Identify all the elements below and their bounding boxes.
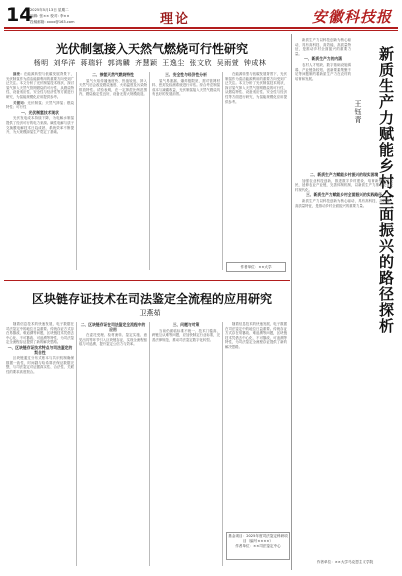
keywords-text: 光伏制氢；天然气掺氢；燃烧特性；可行性 bbox=[6, 100, 74, 110]
abstract-label: 摘要： bbox=[13, 72, 24, 76]
article2-column-1 bbox=[6, 322, 74, 566]
article2-author-unit: 作者单位：××司法鉴定中心 bbox=[235, 544, 281, 548]
article3-section-heading: 一、新质生产力的内涵 bbox=[304, 56, 342, 62]
article2-fund-note: 基金项目：2025年度司法鉴定科研项目（编号××××） bbox=[228, 534, 288, 543]
article3-section-heading: 二、新质生产力赋能乡村振兴的现实困境 bbox=[309, 172, 379, 177]
article1-section-heading: 二、掺氢天然气燃烧特性 bbox=[92, 72, 134, 77]
issue-meta bbox=[30, 7, 100, 25]
article1-column-1 bbox=[6, 72, 74, 270]
article1-title: 光伏制氢接入天然气燃烧可行性研究 bbox=[55, 42, 248, 56]
article2-section-text: 当前仍面临标准不统一、技术门槛高、跨链互认难等问题，应加快制定行业标准，完善法律规范，推动司法鉴定数字化转型。 bbox=[152, 328, 220, 342]
article3-author: 王钰青 bbox=[354, 100, 362, 124]
article2-section-text: 在委托受理、检材流转、鉴定实施、意见出具等环节引入区块链存证，实现全流程留痕与可追溯，提升鉴定公信力与效率。 bbox=[79, 333, 147, 347]
article3-section-heading: 三、新质生产力赋能乡村全面振兴的实践路径 bbox=[306, 192, 382, 198]
edition-line: 编辑: 张×× 校对: 李×× bbox=[30, 14, 70, 18]
date-line: 2025年5月13日 星期二 bbox=[30, 8, 69, 12]
article3-intro: 新质生产力以科技创新为核心驱动，具有高科技、高效能、高质量特征，是推动乡村全面振兴的重要力量。 bbox=[295, 38, 351, 56]
article3-section-text: 农村人才短缺、数字基础设施薄弱、产业链条较短、创新要素集聚不足等问题制约着新质生产力在农村的培育和发展。 bbox=[295, 62, 351, 81]
article3-column-1a bbox=[295, 38, 351, 168]
article2-section-heading: 二、区块链存证在司法鉴定全流程中的应用 bbox=[80, 322, 146, 332]
article2-section-text: 区块链通过分布式账本与共识机制确保数据一致性，时间戳与哈希算法保证数据完整，与司法鉴定对证据真实性、合法性、关联性的要求高度契合。 bbox=[6, 356, 74, 374]
article2-column-4 bbox=[225, 322, 287, 522]
article2-column-2 bbox=[79, 322, 147, 566]
article1-column-2 bbox=[79, 72, 147, 270]
email-line: 投稿邮箱: xxxx@163.com bbox=[30, 20, 75, 24]
article-separator bbox=[4, 280, 290, 281]
page-number: 14 bbox=[6, 4, 33, 26]
article1-section-text: 氢气易泄漏、爆炸极限宽，需对管网材料、密封及检测系统进行评估。综合考虑制氢成本与减碳收益，光伏制氢接入天然气燃烧具有良好的发展前景。 bbox=[152, 78, 220, 97]
article1-continued-text: 在能源转型与低碳发展背景下，光伏制氢作为清洁能源利用的重要方向受到广泛关注。本文分析了光伏制氢技术现状，探讨氢气掺入天然气管网燃烧的可行性，从燃烧特性、设备适应性、安全性与经济性等方面进行研究，为氢能规模化应用提供参考。 bbox=[225, 72, 287, 104]
article3-author-unit: 作者单位：××大学马克思主义学院 bbox=[316, 560, 374, 564]
article1-column-4 bbox=[225, 72, 287, 262]
article2-continued-text: 随着信息技术的快速发展，电子数据在司法鉴定中的地位日益重要。传统存证方式存在易篡改、难追溯等问题，区块链技术凭借去中心化、不可篡改、可追溯等特性，为司法鉴定全流程存证提供了新的解决思路。 bbox=[225, 322, 287, 349]
article1-column-3 bbox=[152, 72, 220, 270]
article2-section-heading: 一、区块链存证技术特点与司法鉴定的契合性 bbox=[7, 344, 73, 355]
article3-section-text: 新质生产力以科技创新为核心驱动，具有高科技、高效能、高质量特征，是推动乡村全面振兴的重要力量。 bbox=[295, 198, 393, 208]
article1-section-heading: 三、安全性与经济性分析 bbox=[165, 72, 207, 77]
header-thin-rule bbox=[4, 30, 398, 31]
article1-section-text: 光伏发电成本持续下降，为电解水制氢提供了经济可行的电力来源。碱性电解与质子交换膜电解技术日趋成熟，系统效率不断提升，为大规模绿氢生产奠定了基础。 bbox=[6, 116, 74, 135]
article2-author: 卫燕茹 bbox=[139, 309, 161, 317]
header-rule bbox=[4, 27, 398, 29]
article1-author-unit: 作者单位：××大学 bbox=[226, 262, 286, 272]
masthead-logo: 安徽科技报 bbox=[311, 8, 392, 26]
article1-authors: 杨明 刘华洋 蒋瑞轩 郭鸿麟 齐慧颖 王逸尘 张文欣 吴雨萱 钟成林 bbox=[33, 59, 267, 67]
article1-section-heading: 一、光伏制氢技术现状 bbox=[21, 109, 59, 115]
article2-fund-box bbox=[226, 532, 290, 560]
article3-title: 新质生产力赋能乡村全面振兴的路径探析 bbox=[377, 46, 395, 334]
article3-section-text: 加强农业科技创新，推进数字乡村建设，培育新型职业农民，延伸农业产业链，完善体制机制，以新质生产力推动农业农村现代化。 bbox=[295, 178, 393, 192]
article1-section-text: 氢气火焰传播速度快、热值较低，掺入天然气后会改变燃烧速度、火焰温度及污染物排放特性。试验表明，在一定掺混比例范围内，燃烧稳定性良好，设备无需大规模改造。 bbox=[79, 78, 147, 97]
article2-intro: 随着信息技术的快速发展，电子数据在司法鉴定中的地位日益重要。传统存证方式存在易篡改、难追溯等问题，区块链技术凭借去中心化、不可篡改、可追溯等特性，为司法鉴定全流程存证提供了新的解决思路。 bbox=[6, 322, 74, 345]
section-title: 理论 bbox=[160, 12, 191, 27]
article2-section-heading: 三、问题与对策 bbox=[172, 322, 200, 327]
article2-title: 区块链存证技术在司法鉴定全流程的应用研究 bbox=[31, 292, 272, 306]
keywords-label: 关键词： bbox=[13, 100, 28, 105]
article3-column-1b bbox=[295, 172, 393, 550]
abstract-text: 在能源转型与低碳发展背景下，光伏制氢作为清洁能源利用的重要方向受到广泛关注。本文分析了光伏制氢技术现状，探讨氢气掺入天然气管网燃烧的可行性，从燃烧特性、设备适应性、安全性与经济性等方面进行研究，为氢能规模化应用提供参考。 bbox=[6, 72, 74, 99]
article2-column-3 bbox=[152, 322, 220, 566]
